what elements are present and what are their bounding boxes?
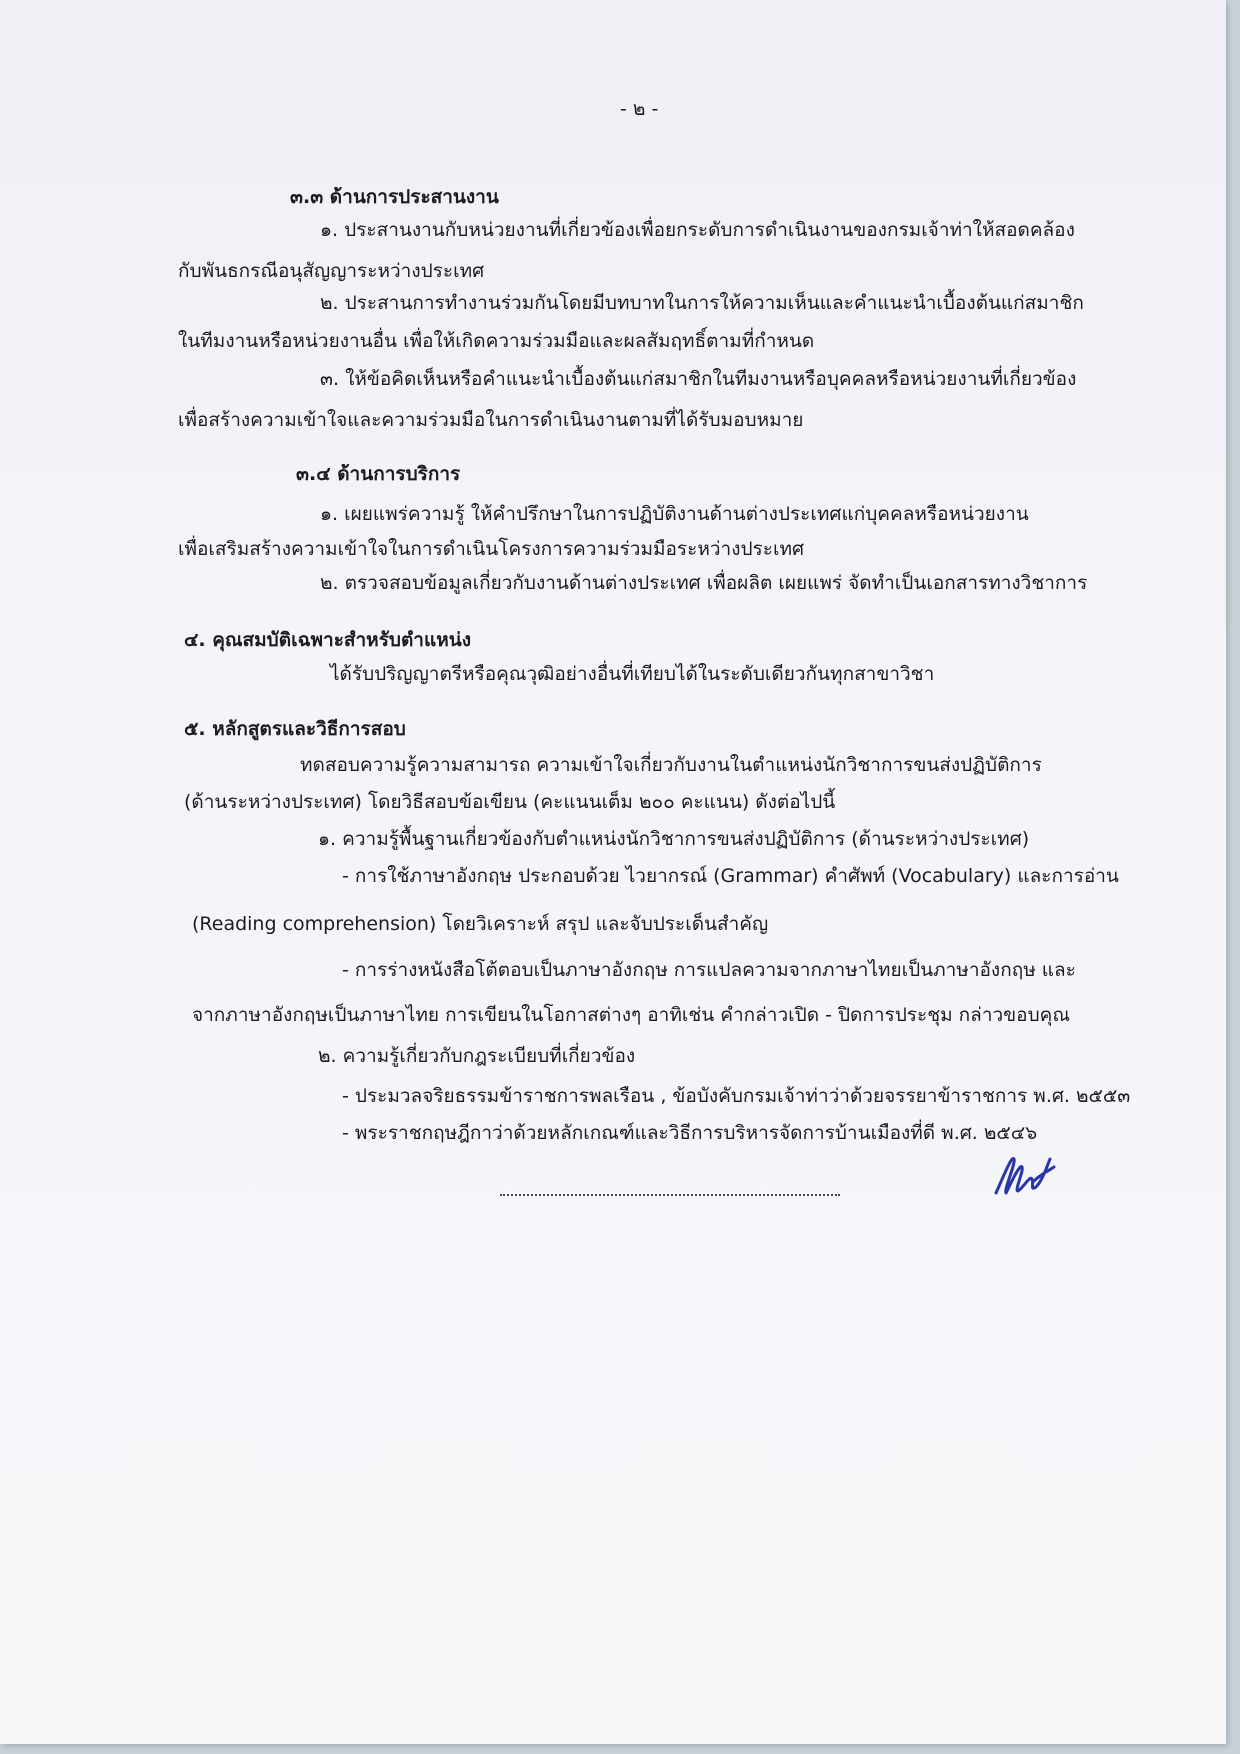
section-5-item-2: ๒. ความรู้เกี่ยวกับกฎระเบียบที่เกี่ยวข้อง [318,1045,636,1067]
section-5-item-1-b-line-1: - การร่างหนังสือโต้ตอบเป็นภาษาอังกฤษ การแปลความจากภาษาไทยเป็นภาษาอังกฤษ และ [342,959,1076,981]
section-3-3-item-3-line-2: เพื่อสร้างความเข้าใจและความร่วมมือในการดำเนินงานตามที่ได้รับมอบหมาย [178,409,804,431]
section-3-4-item-2-line-1: ๒. ตรวจสอบข้อมูลเกี่ยวกับงานด้านต่างประเทศ เพื่อผลิต เผยแพร่ จัดทำเป็นเอกสารทางวิชาการ [320,572,1088,594]
section-5-intro-line-1: ทดสอบความรู้ความสามารถ ความเข้าใจเกี่ยวกับงานในตำแหน่งนักวิชาการขนส่งปฏิบัติการ [300,754,1042,776]
section-5-intro-line-2: (ด้านระหว่างประเทศ) โดยวิธีสอบข้อเขียน (คะแนนเต็ม ๒๐๐ คะแนน) ดังต่อไปนี้ [184,791,836,813]
section-4-title: ๔. คุณสมบัติเฉพาะสำหรับตำแหน่ง [184,629,472,651]
section-3-4-title: ๓.๔ ด้านการบริการ [296,463,461,485]
page-number: - ๒ - [620,98,659,120]
section-5-item-2-a: - ประมวลจริยธรรมข้าราชการพลเรือน , ข้อบังคับกรมเจ้าท่าว่าด้วยจรรยาข้าราชการ พ.ศ. ๒๕๕๓ [342,1085,1131,1107]
section-3-3-item-2-line-1: ๒. ประสานการทำงานร่วมกันโดยมีบทบาทในการให้ความเห็นและคำแนะนำเบื้องต้นแก่สมาชิก [320,292,1084,314]
dotted-signature-line [500,1194,840,1196]
section-5-item-1-a-line-2: (Reading comprehension) โดยวิเคราะห์ สรุป และจับประเด็นสำคัญ [192,913,769,935]
section-5-item-1-a-line-1: - การใช้ภาษาอังกฤษ ประกอบด้วย ไวยากรณ์ (Grammar) คำศัพท์ (Vocabulary) และการอ่าน [342,865,1119,887]
section-3-4-item-1-line-2: เพื่อเสริมสร้างความเข้าใจในการดำเนินโครงการความร่วมมือระหว่างประเทศ [178,538,805,560]
section-5-title: ๕. หลักสูตรและวิธีการสอบ [184,718,406,740]
section-5-item-1: ๑. ความรู้พื้นฐานเกี่ยวข้องกับตำแหน่งนักวิชาการขนส่งปฏิบัติการ (ด้านระหว่างประเทศ) [318,828,1030,850]
section-3-3-item-1-line-1: ๑. ประสานงานกับหน่วยงานที่เกี่ยวข้องเพื่อยกระดับการดำเนินงานของกรมเจ้าท่าให้สอดคล้อง [320,219,1075,241]
section-5-item-1-b-line-2: จากภาษาอังกฤษเป็นภาษาไทย การเขียนในโอกาสต่างๆ อาทิเช่น คำกล่าวเปิด - ปิดการประชุม กล่าวขอบคุณ [192,1004,1070,1026]
section-3-3-item-1-line-2: กับพันธกรณีอนุสัญญาระหว่างประเทศ [178,260,485,282]
section-5-item-2-b: - พระราชกฤษฎีกาว่าด้วยหลักเกณฑ์และวิธีการบริหารจัดการบ้านเมืองที่ดี พ.ศ. ๒๕๔๖ [342,1122,1038,1144]
signature-mark [990,1145,1060,1205]
section-3-3-title: ๓.๓ ด้านการประสานงาน [290,186,499,208]
section-3-3-item-2-line-2: ในทีมงานหรือหน่วยงานอื่น เพื่อให้เกิดความร่วมมือและผลสัมฤทธิ์ตามที่กำหนด [178,330,815,352]
section-3-3-item-3-line-1: ๓. ให้ข้อคิดเห็นหรือคำแนะนำเบื้องต้นแก่สมาชิกในทีมงานหรือบุคคลหรือหน่วยงานที่เกี่ยวข้อง [320,368,1077,390]
section-3-4-item-1-line-1: ๑. เผยแพร่ความรู้ ให้คำปรึกษาในการปฏิบัติงานด้านต่างประเทศแก่บุคคลหรือหน่วยงาน [320,503,1029,525]
section-4-body: ได้รับปริญญาตรีหรือคุณวุฒิอย่างอื่นที่เทียบได้ในระดับเดียวกันทุกสาขาวิชา [330,663,935,685]
